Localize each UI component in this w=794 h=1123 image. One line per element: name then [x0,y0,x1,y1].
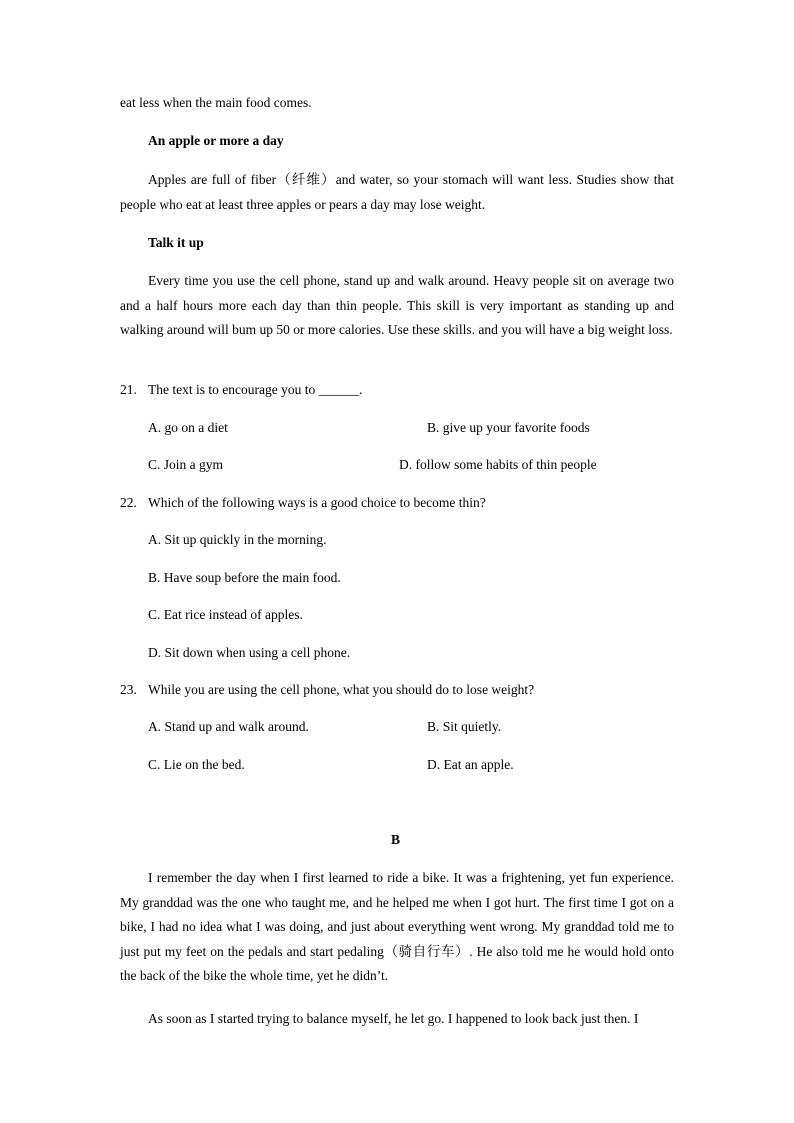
apple-paragraph: Apples are full of fiber（纤维）and water, so your stomach will want less. Studies show that people who eat at least three apples or pears a day may lose weight. [120,172,674,212]
option-23b: B. Sit quietly. [427,719,502,734]
option-23c: C. Lie on the bed. [148,757,245,772]
question-stem: The text is to encourage you to ______. [148,382,363,397]
option-22b: B. Have soup before the main food. [148,570,341,585]
question-number: 23. [120,682,137,697]
question-23 [120,682,534,698]
passage-b-paragraph-2: As soon as I started trying to balance myself, he let go. I happened to look back just then. I [148,1011,639,1026]
question-21 [120,382,362,398]
talk-heading: Talk it up [148,235,204,250]
question-number: 21. [120,382,137,397]
option-22d: D. Sit down when using a cell phone. [148,645,351,660]
option-22c: C. Eat rice instead of apples. [148,607,303,622]
option-22a: A. Sit up quickly in the morning. [148,532,327,547]
option-21c: C. Join a gym [148,457,224,472]
option-23d: D. Eat an apple. [427,757,514,772]
passage-b-heading: B [391,832,401,847]
question-stem: Which of the following ways is a good choice to become thin? [148,495,486,510]
option-23a: A. Stand up and walk around. [148,719,309,734]
question-22 [120,495,486,511]
option-21d: D. follow some habits of thin people [399,457,597,472]
option-21a: A. go on a diet [148,420,228,435]
talk-paragraph: Every time you use the cell phone, stand up and walk around. Heavy people sit on average two and a half hours more each day than thin people. This skill is very important as standing up and walking around will bum up 50 or more calories. Use these skills. and you will have a big weight loss. [120,273,674,337]
question-stem: While you are using the cell phone, what you should do to lose weight? [148,682,535,697]
passage-b-paragraph-1: I remember the day when I first learned to ride a bike. It was a frightening, yet fun experience. My granddad was the one who taught me, and he helped me when I got hurt. The first time I got on a bike, I had no idea what I was doing, and just about everything went wrong. My granddad told me to just put my feet on the pedals and start pedaling（骑自行车）. He also told me he would hold onto the back of the bike the whole time, yet he didn’t. [120,870,674,983]
question-number: 22. [120,495,137,510]
apple-heading: An apple or more a day [148,133,284,148]
passage-a-continued-line: eat less when the main food comes. [120,95,312,110]
option-21b: B. give up your favorite foods [427,420,590,435]
